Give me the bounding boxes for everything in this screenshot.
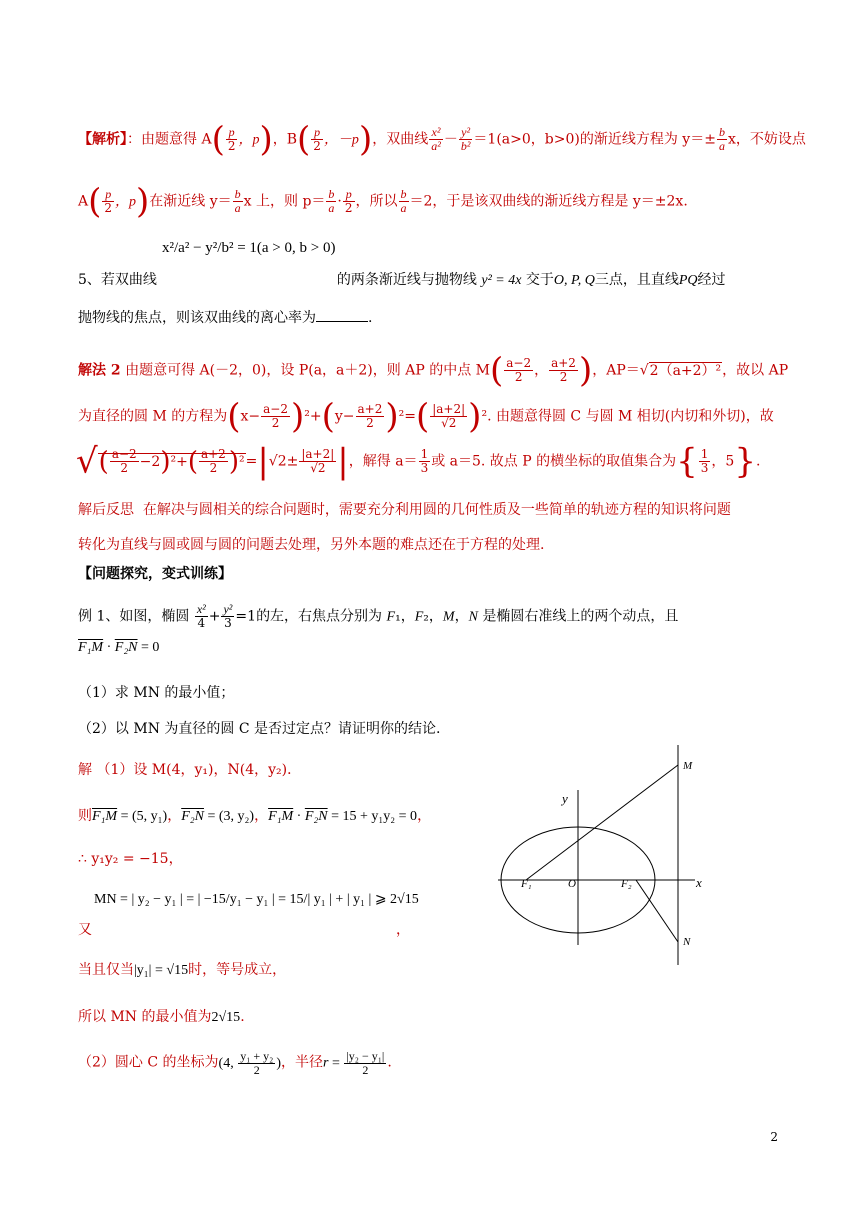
label-x: x — [696, 875, 702, 890]
analysis-label: 【解析】 — [78, 131, 127, 148]
label-n: N — [683, 936, 691, 948]
analysis1-line1: 【解析】：由题意得 A( $\frac{p}{2}$ ，p)，B( $\frac{p}{2}$ ，－p)，双曲线 $\frac{\text{x²}}{\text{a²}}$ － $\frac{\text{y²}}{\text{b²}}$ ＝1(a>0，b>0)的渐近线方程为 y＝± $\frac{b}{a}$ x，不妨设点 — [78, 119, 806, 160]
problem5-line1: 5、若双曲线 的两条渐近线与抛物线 y² = 4x 交于O, P, Q三点，且直线PQ经过 — [78, 272, 726, 288]
sol-line7: （2）圆心 C 的坐标为(4, $\frac{\text{y₁ + y₂}}{2}$ )，半径r = $\frac{\text{|y₂ − y₁|}}{2}$ . — [78, 1049, 392, 1077]
page-number: 2 — [770, 1130, 778, 1144]
example1-q1: （1）求 MN 的最小值； — [78, 685, 235, 701]
sol-line4-you: 又 — [78, 922, 92, 938]
solution2-label: 解法 2 — [78, 362, 121, 379]
line-f2-n — [636, 880, 678, 942]
label-m: M — [683, 760, 693, 772]
line-f1-m — [526, 765, 678, 880]
example1-condition: F₁M · F₂N = 0 — [78, 640, 160, 655]
sol-line1: 解 （1）设 M(4，y₁)，N(4，y₂)． — [78, 762, 302, 778]
problem5-line2: 抛物线的焦点，则该双曲线的离心率为 . — [78, 310, 373, 326]
example1-line1: 例 1、如图，椭圆 $\frac{\text{x²}}{4}$ + $\frac{\text{y²}}{3}$ =1的左，右焦点分别为 F₁，F₂，M，N 是椭圆右准线上的两个动点，且 — [78, 602, 679, 630]
reflection-line2: 转化为直线与圆或圆与圆的问题去处理，另外本题的难点还在于方程的处理. — [78, 537, 545, 553]
section-title: 【问题探究，变式训练】 — [78, 566, 232, 582]
solution2-line2: 为直径的圆 M 的方程为(x− $\frac{a-2}{2}$ )²+(y− $\frac{a+2}{2}$ )²=( $\frac{|a+2|}{√2}$ )². 由题意得圆 C 与圆 M 相切(内切和外切)，故 — [78, 396, 774, 437]
example1-q2: （2）以 MN 为直径的圆 C 是否过定点？请证明你的结论. — [78, 721, 441, 737]
sol-line6: 所以 MN 的最小值为2√15. — [78, 1009, 245, 1025]
reflection-line1: 解后反思 在解决与圆相关的综合问题时，需要充分利用圆的几何性质及一些简单的轨迹方程的知识将问题 — [78, 502, 731, 518]
label-f1: F₁ — [521, 878, 532, 890]
reflection-label: 解后反思 — [78, 502, 134, 518]
label-f2: F₂ — [621, 878, 632, 890]
sol-line2: 则F₁M = (5, y₁)，F₂N = (3, y₂)，F₁M · F₂N = 15 + y₁y₂ = 0， — [78, 808, 432, 824]
sol-line4-eq: MN = | y₂ − y₁ | = | −15/y₁ − y₁ | = 15/| y₁ | + | y₁ | ⩾ 2√15 — [94, 892, 419, 907]
ellipse-figure — [490, 745, 720, 970]
solution2-line3: √( $\frac{a-2}{2}$ −2)²+( $\frac{a+2}{2}$ )²=|√2± $\frac{|a+2|}{√2}$ |，解得 a＝ $\frac{1}{3}$ 或 a＝5. 故点 P 的横坐标的取值集合为{ $\frac{1}{3}$ ，5}. — [76, 441, 761, 482]
sol-line5: 当且仅当|y₁| = √15时，等号成立， — [78, 962, 287, 978]
answer-blank — [316, 321, 368, 322]
label-y: y — [562, 791, 568, 806]
solution2-line1: 解法 2 由题意可得 A(－2，0)，设 P(a，a＋2)，则 AP 的中点 M( $\frac{a-2}{2}$ ， $\frac{a+2}{2}$ )，AP＝√2（a+2）²，故以 AP — [78, 350, 789, 391]
analysis1-line2: A( $\frac{p}{2}$ ，p)在渐近线 y＝ $\frac{b}{a}$ x 上，则 p＝ $\frac{b}{a}$ · $\frac{p}{2}$ ，所以 $\frac{b}{a}$ ＝2，于是该双曲线的渐近线方程是 y＝±2x. — [78, 181, 688, 222]
label-o: O — [568, 878, 576, 890]
problem5-formula: x²/a² − y²/b² = 1(a > 0, b > 0) — [162, 240, 336, 256]
sol-line3: ∴ y₁y₂ = −15， — [78, 851, 183, 867]
